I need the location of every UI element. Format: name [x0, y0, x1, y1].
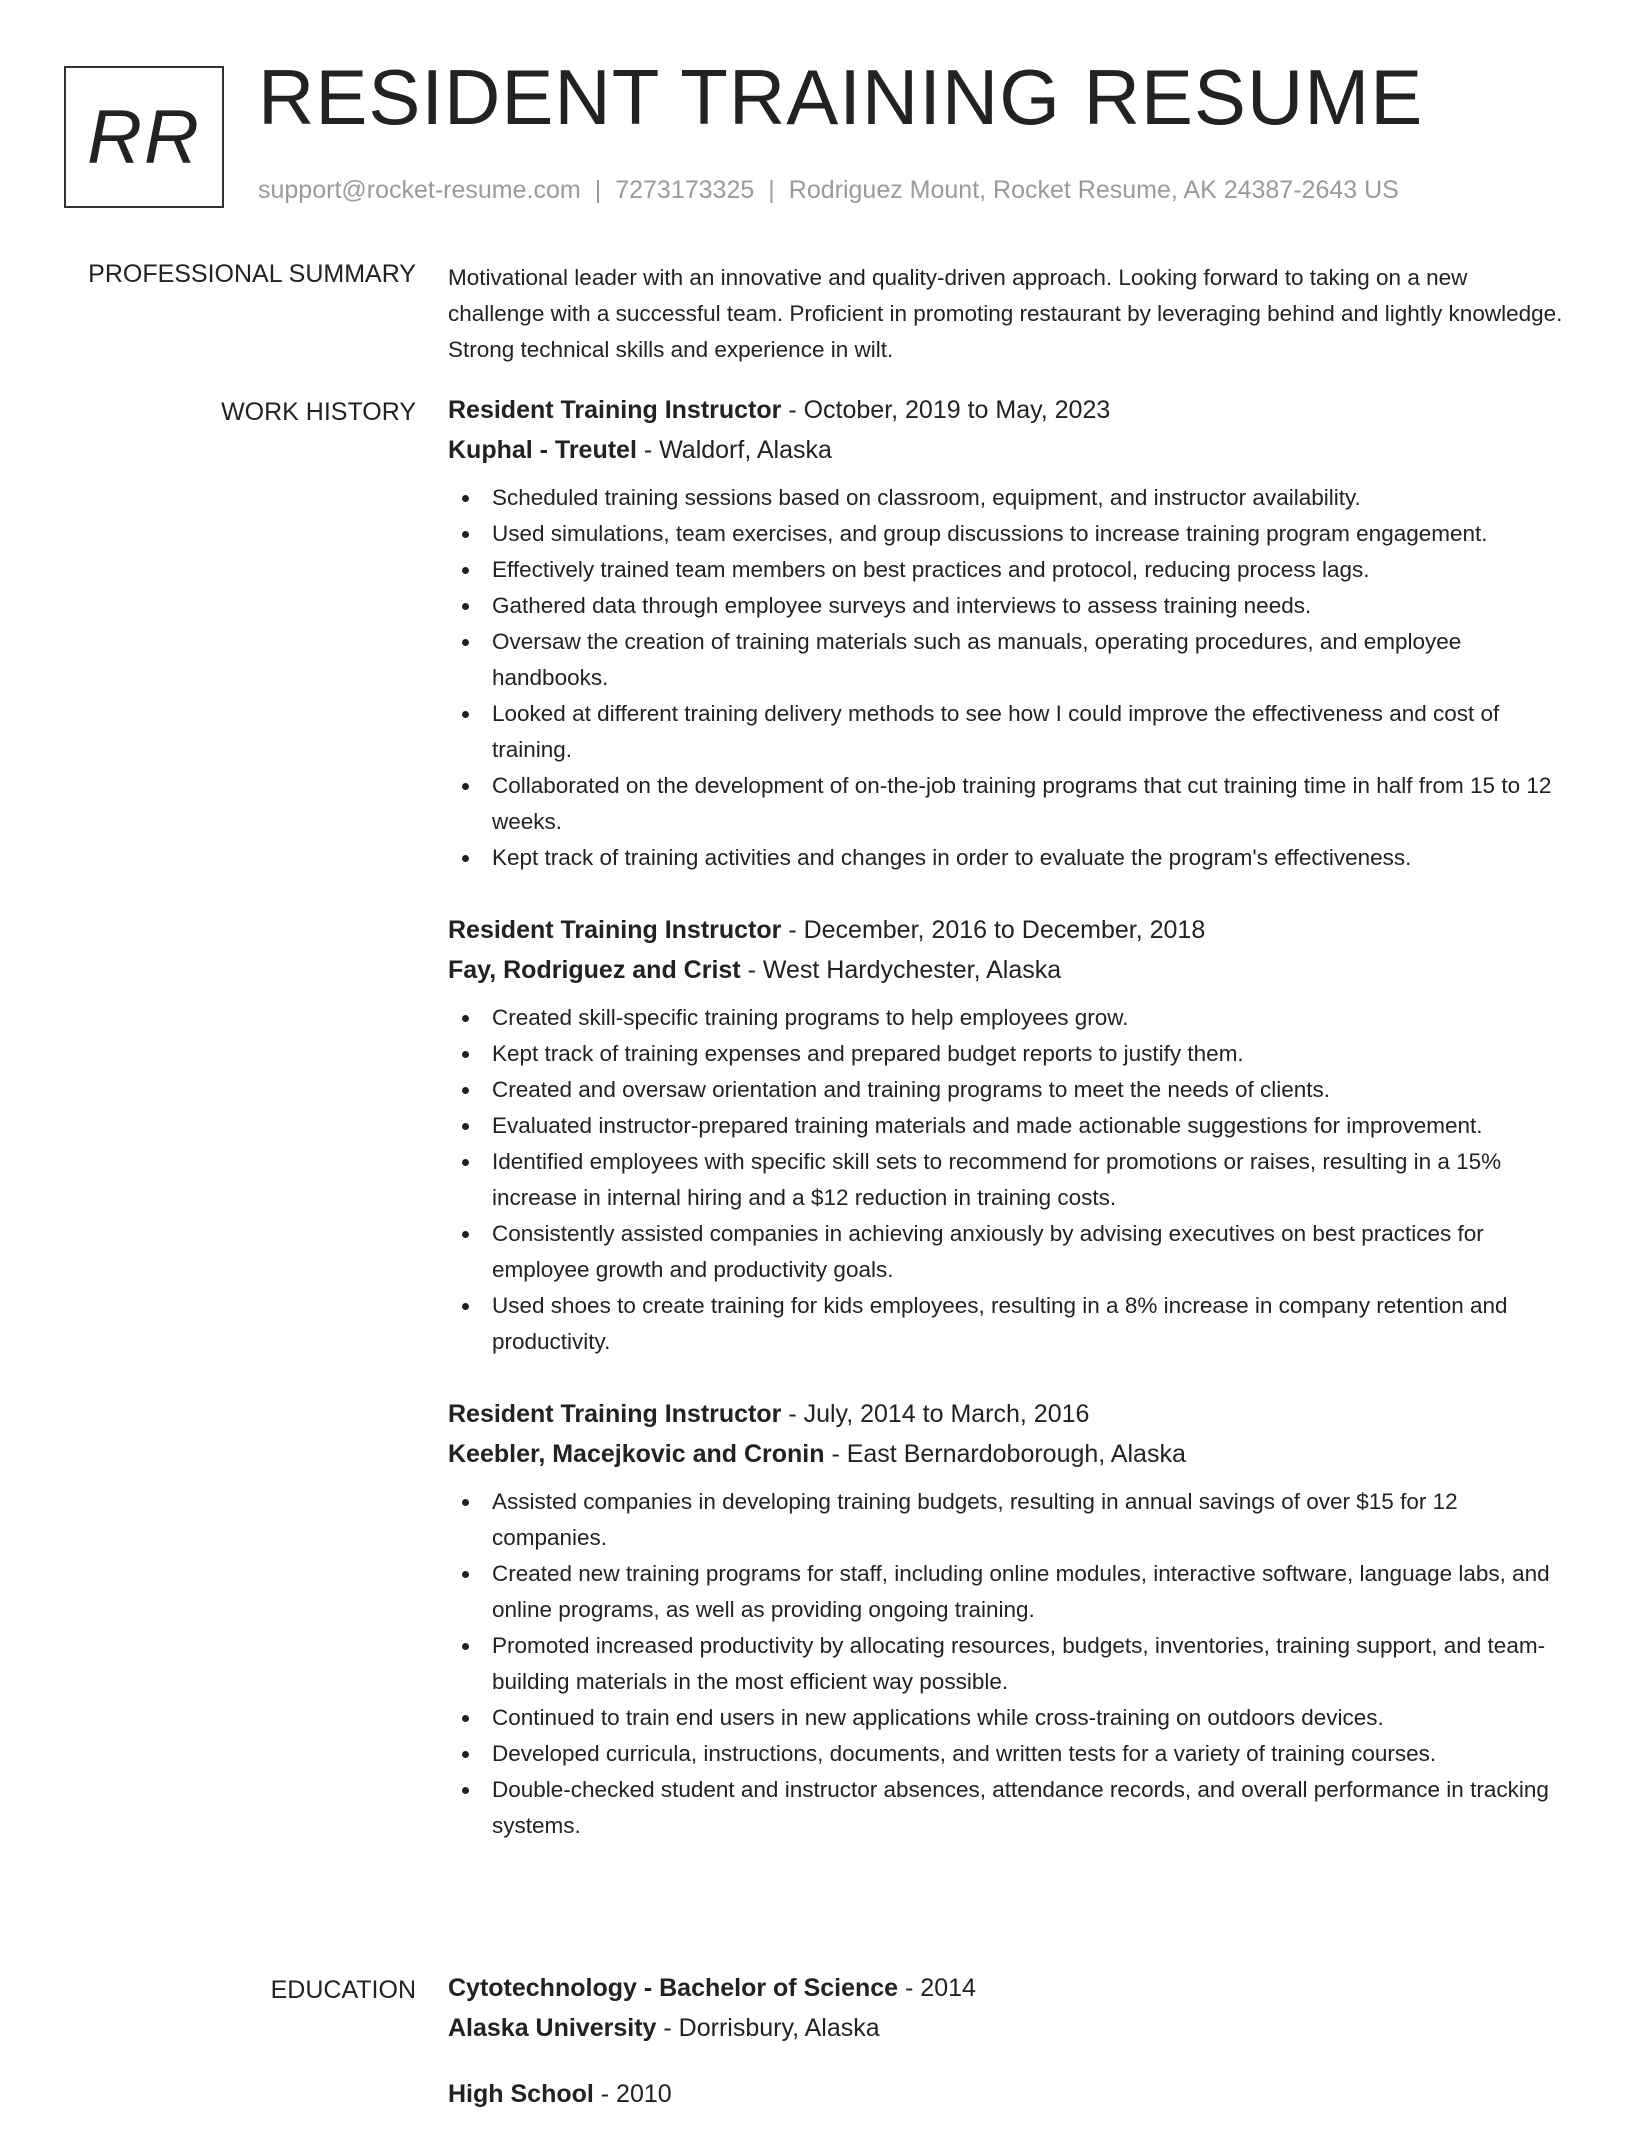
education-entry	[448, 1968, 1568, 2048]
bullet-item: Promoted increased productivity by allocating resources, budgets, inventories, training support, and team-building materials in the most efficient way possible.	[448, 1628, 1568, 1700]
degree-name: High School	[448, 2080, 594, 2108]
bullet-item: Gathered data through employee surveys and interviews to assess training needs.	[448, 588, 1568, 624]
job-entry	[448, 390, 1568, 876]
contact-email[interactable]: support@rocket-resume.com	[258, 176, 581, 204]
job-title-line	[448, 1394, 1568, 1434]
bullet-item: Effectively trained team members on best practices and protocol, reducing process lags.	[448, 552, 1568, 588]
summary-text: Motivational leader with an innovative and quality-driven approach. Looking forward to taking on a new challenge with a successful team. Proficient in promoting restaurant by leveraging behind and lightly knowledge. Strong technical skills and experience in wilt.	[448, 265, 1563, 362]
degree-line	[448, 2074, 1568, 2114]
bullet-item: Double-checked student and instructor absences, attendance records, and overall performance in tracking systems.	[448, 1772, 1568, 1844]
job-bullets	[448, 1484, 1568, 1844]
bullet-item: Kept track of training activities and changes in order to evaluate the program's effectiveness.	[448, 840, 1568, 876]
monogram-initials: RR	[87, 94, 201, 180]
bullet-item: Used simulations, team exercises, and group discussions to increase training program engagement.	[448, 516, 1568, 552]
contact-line	[258, 176, 1399, 205]
job-dates: - December, 2016 to December, 2018	[781, 916, 1206, 944]
monogram-logo	[64, 66, 224, 208]
job-company: Kuphal - Treutel	[448, 436, 637, 464]
bullet-item: Oversaw the creation of training materials such as manuals, operating procedures, and employee handbooks.	[448, 624, 1568, 696]
job-company: Keebler, Macejkovic and Cronin	[448, 1440, 825, 1468]
job-bullets	[448, 1000, 1568, 1360]
job-location: - East Bernardoborough, Alaska	[824, 1440, 1186, 1468]
resume-title: RESIDENT TRAINING RESUME	[258, 53, 1424, 141]
bullet-item: Created skill-specific training programs to help employees grow.	[448, 1000, 1568, 1036]
job-entry	[448, 910, 1568, 1360]
school-name: Alaska University	[448, 2014, 657, 2042]
bullet-item: Continued to train end users in new applications while cross-training on outdoors devices.	[448, 1700, 1568, 1736]
bullet-item: Scheduled training sessions based on classroom, equipment, and instructor availability.	[448, 480, 1568, 516]
bullet-item: Collaborated on the development of on-the-job training programs that cut training time in half from 15 to 12 weeks.	[448, 768, 1568, 840]
bullet-item: Consistently assisted companies in achieving anxiously by advising executives on best practices for employee growth and productivity goals.	[448, 1216, 1568, 1288]
job-location: - Waldorf, Alaska	[636, 436, 832, 464]
bullet-item: Looked at different training delivery methods to see how I could improve the effectiveness and cost of training.	[448, 696, 1568, 768]
job-location: - West Hardychester, Alaska	[740, 956, 1062, 984]
job-title-line	[448, 390, 1568, 430]
bullet-item: Assisted companies in developing training budgets, resulting in annual savings of over $15 for 12 companies.	[448, 1484, 1568, 1556]
degree-line	[448, 1968, 1568, 2008]
bullet-item: Identified employees with specific skill sets to recommend for promotions or raises, resulting in a 15% increase in internal hiring and a $12 reduction in training costs.	[448, 1144, 1568, 1216]
education-entry	[448, 2074, 1568, 2114]
contact-separator: |	[768, 176, 775, 204]
bullet-item: Evaluated instructor-prepared training materials and made actionable suggestions for improvement.	[448, 1108, 1568, 1144]
job-company-line	[448, 1434, 1568, 1474]
bullet-item: Kept track of training expenses and prepared budget reports to justify them.	[448, 1036, 1568, 1072]
work-history-label: WORK HISTORY	[221, 398, 416, 426]
bullet-item: Created new training programs for staff, including online modules, interactive software, language labs, and online programs, as well as providing ongoing training.	[448, 1556, 1568, 1628]
job-title-line	[448, 910, 1568, 950]
job-company: Fay, Rodriguez and Crist	[448, 956, 741, 984]
contact-phone[interactable]: 7273173325	[615, 176, 755, 204]
job-company-line	[448, 950, 1568, 990]
bullet-item: Created and oversaw orientation and training programs to meet the needs of clients.	[448, 1072, 1568, 1108]
school-location: - Dorrisbury, Alaska	[656, 2014, 880, 2042]
school-line	[448, 2008, 1568, 2048]
bullet-item: Used shoes to create training for kids employees, resulting in a 8% increase in company retention and productivity.	[448, 1288, 1568, 1360]
job-dates: - October, 2019 to May, 2023	[781, 396, 1111, 424]
summary-label: PROFESSIONAL SUMMARY	[88, 260, 416, 288]
job-bullets	[448, 480, 1568, 876]
job-title: Resident Training Instructor	[448, 1400, 782, 1428]
degree-year: - 2014	[898, 1974, 976, 2002]
bullet-item: Developed curricula, instructions, documents, and written tests for a variety of training courses.	[448, 1736, 1568, 1772]
education-label: EDUCATION	[270, 1976, 416, 2004]
contact-address: Rodriguez Mount, Rocket Resume, AK 24387-2643 US	[788, 176, 1399, 204]
job-company-line	[448, 430, 1568, 470]
job-entry	[448, 1394, 1568, 1844]
job-title: Resident Training Instructor	[448, 916, 782, 944]
contact-separator: |	[594, 176, 602, 204]
degree-name: Cytotechnology - Bachelor of Science	[448, 1974, 899, 2002]
job-title: Resident Training Instructor	[448, 396, 782, 424]
job-dates: - July, 2014 to March, 2016	[781, 1400, 1090, 1428]
degree-year: - 2010	[593, 2080, 672, 2108]
